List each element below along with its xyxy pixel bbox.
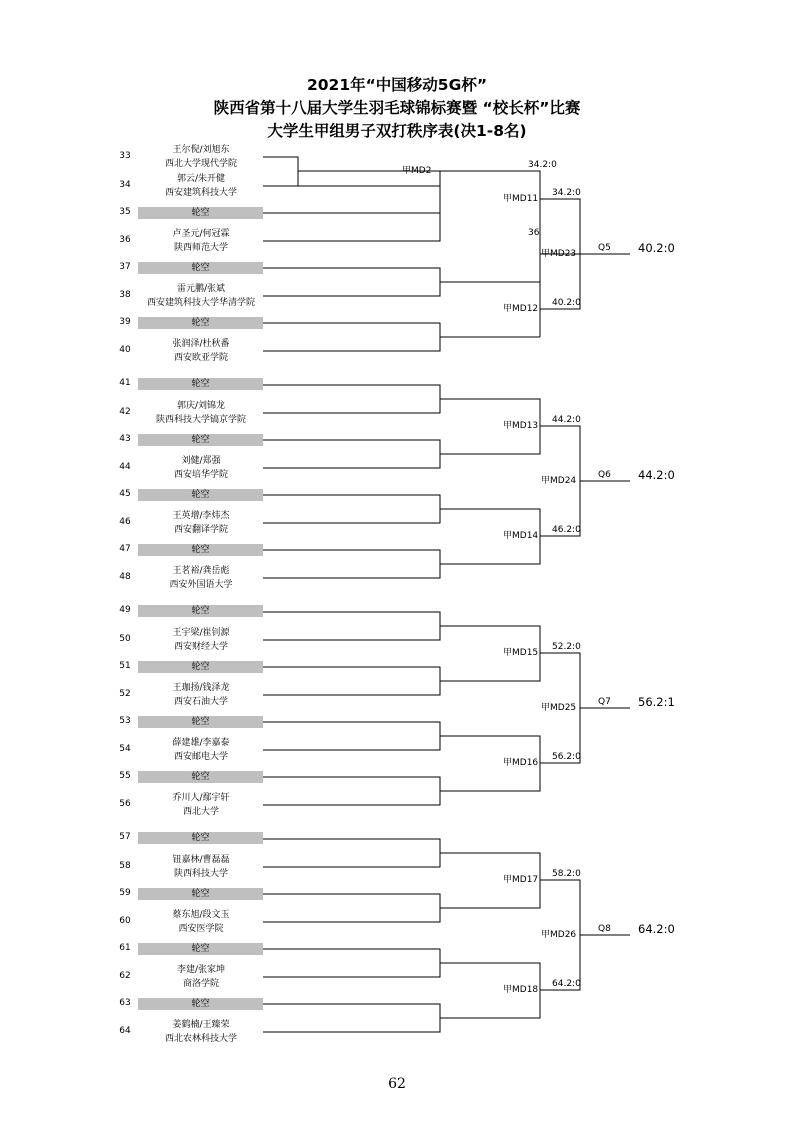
seed-number: 51 [119, 661, 131, 671]
result-q6: 44.2:0 [638, 468, 675, 482]
slot-label: 36 [528, 228, 540, 238]
match-md25: 甲MD25 [541, 703, 577, 713]
seed-number: 46 [119, 517, 131, 527]
player-names: 薛建雄/李嘉泰 [172, 738, 230, 748]
seed-number: 45 [119, 489, 131, 499]
school-name: 西安翻译学院 [173, 525, 228, 535]
bye-slot: 轮空 [138, 489, 263, 501]
school-name: 西安外国语大学 [169, 580, 233, 590]
seed-number: 55 [119, 771, 131, 781]
school-name: 西安培华学院 [173, 470, 228, 480]
school-name: 西安石油大学 [173, 697, 228, 707]
bye-slot: 轮空 [138, 434, 263, 446]
slot-label: 44.2:0 [552, 415, 581, 425]
match-md2: 甲MD2 [402, 166, 432, 176]
bye-slot: 轮空 [138, 262, 263, 274]
seed-number: 40 [119, 345, 131, 355]
match-md15: 甲MD15 [503, 648, 539, 658]
seed-number: 47 [119, 544, 131, 554]
page-number: 62 [388, 1076, 406, 1092]
seed-number: 49 [119, 605, 131, 615]
seed-number: 35 [119, 207, 131, 217]
school-name: 西安建筑科技大学华清学院 [146, 298, 255, 308]
match-md17: 甲MD17 [503, 875, 539, 885]
match-md23: 甲MD23 [541, 249, 577, 259]
school-name: 西安邮电大学 [173, 752, 228, 762]
result-q5: 40.2:0 [638, 241, 675, 255]
seed-number: 41 [119, 378, 131, 388]
bye-slot: 轮空 [138, 771, 263, 783]
player-names: 刘健/郑强 [181, 456, 221, 466]
player-names: 王英增/李炜杰 [172, 511, 230, 521]
bye-slot: 轮空 [138, 943, 263, 955]
school-name: 西北大学 [182, 807, 219, 817]
seed-number: 39 [119, 317, 131, 327]
seed-number: 33 [119, 151, 131, 161]
player-names: 张润泽/杜秋番 [172, 339, 230, 349]
slot-label: 56.2:0 [552, 752, 581, 762]
school-name: 西北农林科技大学 [164, 1034, 237, 1044]
player-names: 王茗裕/龚岳彪 [172, 566, 230, 576]
match-md14: 甲MD14 [503, 531, 539, 541]
player-names: 雷元鹏/张斌 [176, 284, 226, 294]
slot-label: 58.2:0 [552, 869, 581, 879]
bye-slot: 轮空 [138, 605, 263, 617]
seed-number: 60 [119, 916, 131, 926]
result-q8: 64.2:0 [638, 922, 675, 936]
match-md13: 甲MD13 [503, 421, 539, 431]
seed-number: 63 [119, 998, 131, 1008]
player-names: 蔡东旭/段文玉 [172, 910, 230, 920]
match-md16: 甲MD16 [503, 758, 539, 768]
seed-number: 54 [119, 744, 131, 754]
match-q5: Q5 [598, 243, 611, 253]
seed-number: 43 [119, 434, 131, 444]
seed-number: 36 [119, 235, 131, 245]
match-md11: 甲MD11 [503, 194, 539, 204]
slot-label: 34.2:0 [528, 160, 557, 170]
bye-slot: 轮空 [138, 888, 263, 900]
seed-number: 48 [119, 572, 131, 582]
seed-number: 38 [119, 290, 131, 300]
player-names: 乔川人/鄢宇轩 [172, 793, 230, 803]
match-md18: 甲MD18 [503, 985, 539, 995]
seed-number: 58 [119, 861, 131, 871]
player-names: 王尔倪/刘旭东 [172, 145, 230, 155]
player-names: 王珈扬/钱泽龙 [172, 683, 230, 693]
school-name: 西北大学现代学院 [164, 159, 237, 169]
bye-slot: 轮空 [138, 716, 263, 728]
match-q6: Q6 [598, 470, 611, 480]
slot-label: 40.2:0 [552, 298, 581, 308]
bye-slot: 轮空 [138, 998, 263, 1010]
seed-number: 50 [119, 634, 131, 644]
bye-slot: 轮空 [138, 317, 263, 329]
player-names: 卢圣元/何冠霖 [172, 229, 230, 239]
bye-slot: 轮空 [138, 544, 263, 556]
seed-number: 42 [119, 407, 131, 417]
seed-number: 57 [119, 832, 131, 842]
seed-number: 56 [119, 799, 131, 809]
school-name: 西安财经大学 [173, 642, 228, 652]
match-md12: 甲MD12 [503, 304, 539, 314]
school-name: 陕西师范大学 [173, 243, 228, 253]
bye-slot: 轮空 [138, 378, 263, 390]
school-name: 陕西科技大学 [173, 869, 228, 879]
bye-slot: 轮空 [138, 832, 263, 844]
player-names: 李建/张家坤 [176, 965, 226, 975]
seed-number: 59 [119, 888, 131, 898]
school-name: 商洛学院 [182, 979, 219, 989]
seed-number: 52 [119, 689, 131, 699]
player-names: 郭庆/刘锦龙 [176, 401, 226, 411]
slot-label: 34.2:0 [552, 188, 581, 198]
slot-label: 46.2:0 [552, 525, 581, 535]
match-md24: 甲MD24 [541, 476, 577, 486]
school-name: 西安欧亚学院 [173, 353, 228, 363]
match-md26: 甲MD26 [541, 930, 577, 940]
seed-number: 62 [119, 971, 131, 981]
player-names: 郭云/朱开健 [176, 174, 226, 184]
player-names: 王宇梁/崔钊源 [172, 628, 230, 638]
seed-number: 64 [119, 1026, 131, 1036]
seed-number: 44 [119, 462, 131, 472]
title-line-3: 大学生甲组男子双打秩序表(决1-8名) [267, 122, 527, 140]
seed-number: 53 [119, 716, 131, 726]
player-names: 钮嘉林/曹磊磊 [172, 855, 230, 865]
slot-label: 64.2:0 [552, 979, 581, 989]
result-q7: 56.2:1 [638, 695, 675, 709]
seed-number: 34 [119, 180, 131, 190]
title-line-1: 2021年“中国移动5G杯” [306, 76, 488, 94]
title-line-2: 陕西省第十八届大学生羽毛球锦标赛暨 “校长杯”比赛 [213, 99, 581, 117]
slot-label: 52.2:0 [552, 642, 581, 652]
school-name: 陕西科技大学镐京学院 [155, 415, 246, 425]
bye-slot: 轮空 [138, 661, 263, 673]
seed-number: 61 [119, 943, 131, 953]
bye-slot: 轮空 [138, 207, 263, 219]
match-q8: Q8 [598, 924, 611, 934]
school-name: 西安建筑科技大学 [164, 188, 237, 198]
school-name: 西安医学院 [178, 924, 224, 934]
player-names: 姜鹤楠/王臻荣 [172, 1020, 230, 1030]
seed-number: 37 [119, 262, 131, 272]
match-q7: Q7 [598, 697, 611, 707]
